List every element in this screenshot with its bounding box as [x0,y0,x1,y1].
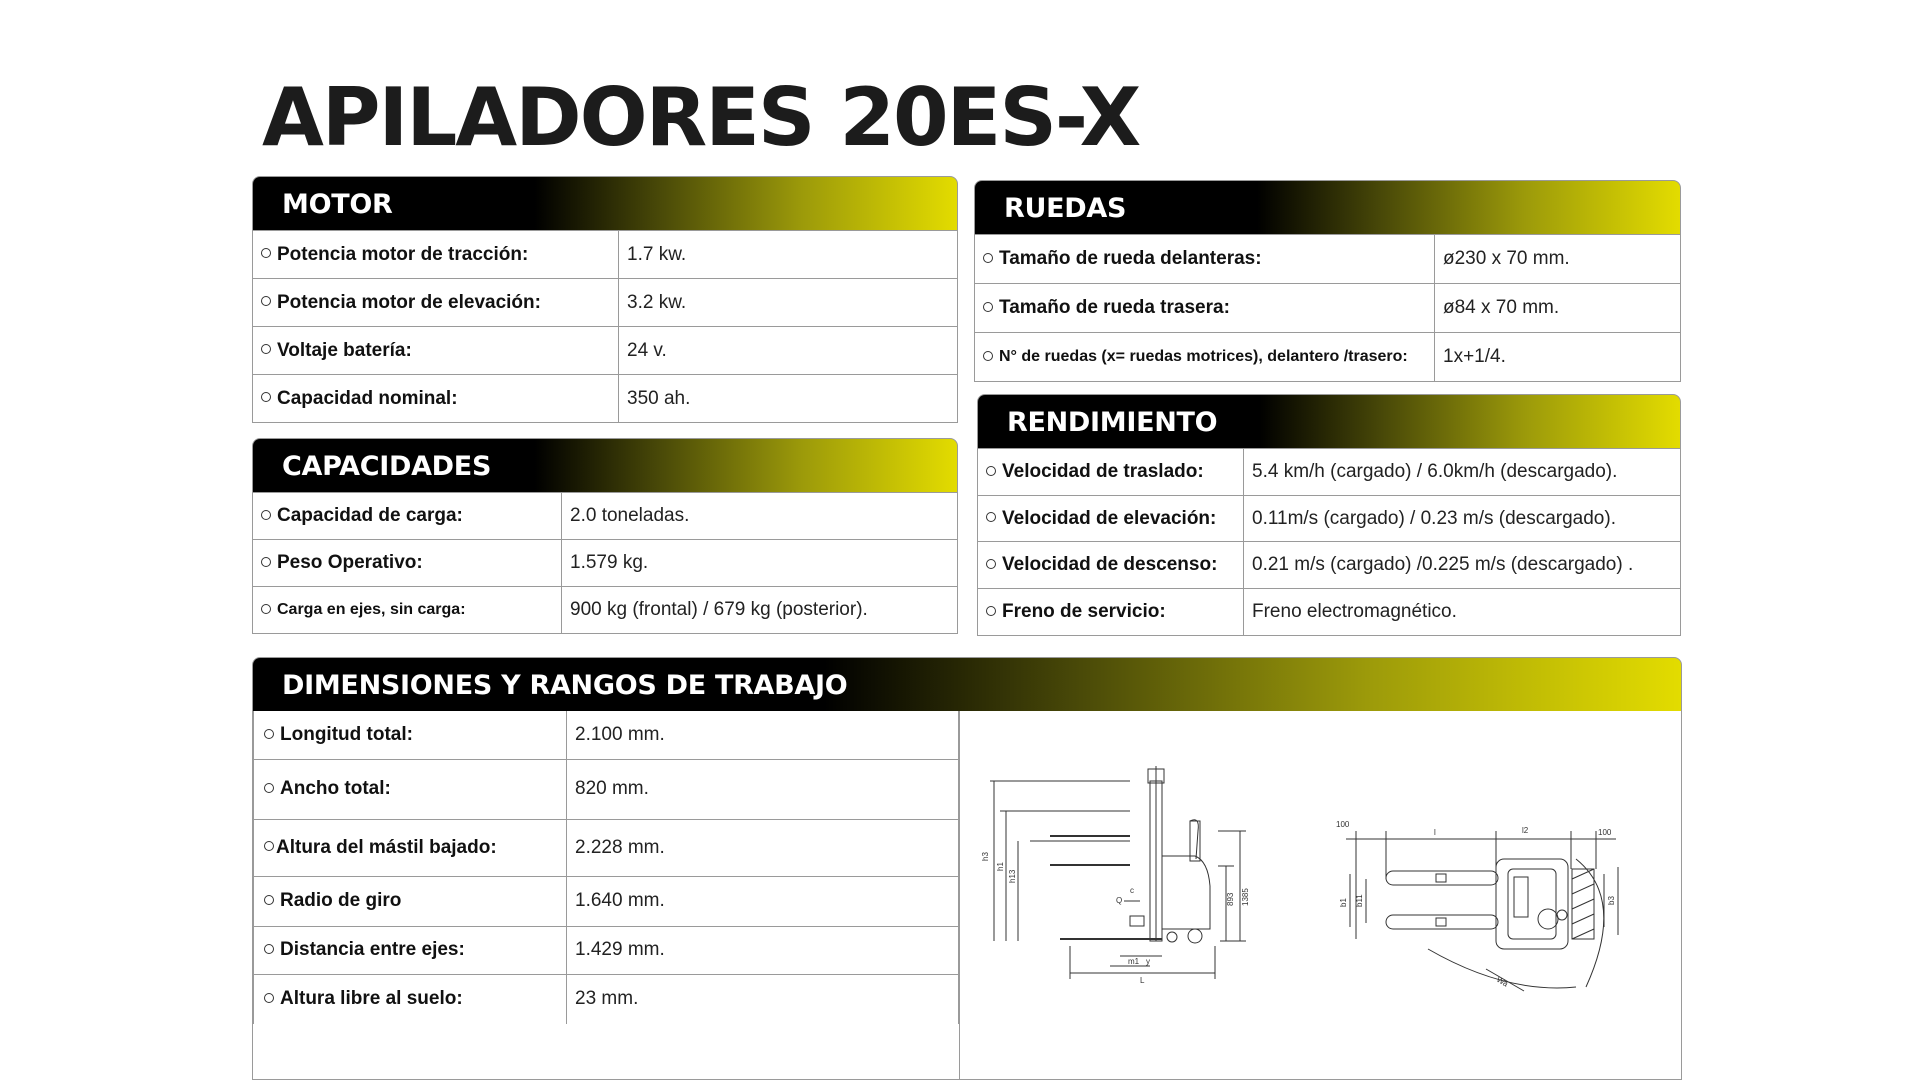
ruedas-table [974,234,1681,382]
spec-value: 2.100 mm. [567,711,959,759]
bullet-icon [261,604,271,614]
spec-label: Freno de servicio: [978,589,1244,636]
rendimiento-table [977,448,1681,636]
spec-label: Potencia motor de elevación: [253,279,619,327]
table-row [254,759,959,819]
spec-value: Freno electromagnético. [1244,589,1681,636]
bullet-icon [983,253,993,263]
spec-label: Potencia motor de tracción: [253,231,619,279]
ruedas-heading: RUEDAS [974,180,1681,234]
svg-text:h3: h3 [981,852,990,861]
bullet-icon [264,895,274,905]
bullet-icon [983,351,993,361]
bullet-icon [261,557,271,567]
spec-label: Velocidad de elevación: [978,496,1244,542]
table-row [253,587,958,634]
spec-label: N° de ruedas (x= ruedas motrices), delantero /trasero: [975,333,1435,382]
spec-value: 0.21 m/s (cargado) /0.225 m/s (descargado) . [1244,542,1681,589]
svg-text:Wa: Wa [1495,974,1510,989]
table-row [253,540,958,587]
dimensiones-table [253,711,959,1024]
table-row [253,231,958,279]
table-row [253,327,958,375]
spec-label: Peso Operativo: [253,540,562,587]
rendimiento-heading: RENDIMIENTO [977,394,1681,448]
bullet-icon [264,944,274,954]
table-row [253,493,958,540]
motor-heading: MOTOR [252,176,958,230]
svg-text:m1: m1 [1128,957,1140,966]
table-row [254,819,959,876]
spec-value: 1.579 kg. [562,540,958,587]
stacker-top-view-drawing [1336,819,1636,999]
spec-value: 1.7 kw. [619,231,958,279]
bullet-icon [261,248,271,258]
capacidades-heading: CAPACIDADES [252,438,958,492]
svg-text:l2: l2 [1522,826,1529,835]
spec-label: Distancia entre ejes: [254,926,567,974]
capacidades-table [252,492,958,634]
spec-value: 900 kg (frontal) / 679 kg (posterior). [562,587,958,634]
table-row [253,279,958,327]
spec-value: 1.429 mm. [567,926,959,974]
bullet-icon [264,993,274,1003]
dimensiones-section [252,657,1682,1080]
svg-text:Q: Q [1116,896,1123,905]
svg-text:y: y [1146,957,1150,966]
bullet-icon [261,510,271,520]
ruedas-section [974,180,1681,382]
bullet-icon [264,783,274,793]
spec-value: 820 mm. [567,759,959,819]
svg-text:c: c [1130,886,1134,895]
technical-drawing-area [959,711,1681,1079]
svg-text:100: 100 [1598,828,1612,837]
spec-label: Carga en ejes, sin carga: [253,587,562,634]
svg-text:h13: h13 [1008,869,1017,883]
motor-table [252,230,958,423]
bullet-icon [983,302,993,312]
spec-label: Radio de giro [254,876,567,926]
table-row [978,449,1681,496]
table-row [978,496,1681,542]
table-row [254,926,959,974]
spec-label: Capacidad nominal: [253,375,619,423]
spec-value: 350 ah. [619,375,958,423]
spec-value: ø230 x 70 mm. [1435,235,1681,284]
spec-label: Capacidad de carga: [253,493,562,540]
bullet-icon [261,392,271,402]
svg-text:100: 100 [1336,820,1350,829]
dimensiones-body [252,711,1682,1080]
bullet-icon [986,512,996,522]
spec-label: Velocidad de traslado: [978,449,1244,496]
spec-label: Tamaño de rueda trasera: [975,284,1435,333]
spec-value: 5.4 km/h (cargado) / 6.0km/h (descargado). [1244,449,1681,496]
spec-value: 0.11m/s (cargado) / 0.23 m/s (descargado). [1244,496,1681,542]
bullet-icon [261,296,271,306]
capacidades-section [252,438,958,634]
spec-label: Velocidad de descenso: [978,542,1244,589]
table-row [975,235,1681,284]
spec-label: Ancho total: [254,759,567,819]
table-row [978,589,1681,636]
bullet-icon [986,559,996,569]
spec-value: 23 mm. [567,974,959,1024]
spec-value: 24 v. [619,327,958,375]
spec-value: 1.640 mm. [567,876,959,926]
svg-text:b11: b11 [1355,894,1364,907]
svg-text:L: L [1140,976,1145,985]
svg-text:893: 893 [1226,892,1235,906]
table-row [975,284,1681,333]
table-row [253,375,958,423]
table-row [975,333,1681,382]
svg-text:h1: h1 [996,862,1005,871]
spec-value: 3.2 kw. [619,279,958,327]
table-row [978,542,1681,589]
spec-label: Tamaño de rueda delanteras: [975,235,1435,284]
page-title: APILADORES 20ES-X [262,71,1140,164]
spec-label: Longitud total: [254,711,567,759]
stacker-side-view-drawing [981,761,1260,1001]
table-row [254,974,959,1024]
dimensiones-table-wrap [253,711,959,1024]
motor-section [252,176,958,423]
svg-text:l: l [1434,828,1436,837]
svg-text:b1: b1 [1339,898,1348,907]
spec-label: Altura del mástil bajado: [254,819,567,876]
spec-value: 2.228 mm. [567,819,959,876]
spec-label: Altura libre al suelo: [254,974,567,1024]
table-row [254,711,959,759]
bullet-icon [986,466,996,476]
table-row [254,876,959,926]
bullet-icon [986,606,996,616]
svg-text:1385: 1385 [1241,888,1250,906]
bullet-icon [264,841,274,851]
spec-value: ø84 x 70 mm. [1435,284,1681,333]
spec-label: Voltaje batería: [253,327,619,375]
bullet-icon [261,344,271,354]
spec-value: 2.0 toneladas. [562,493,958,540]
bullet-icon [264,729,274,739]
spec-value: 1x+1/4. [1435,333,1681,382]
dimensiones-heading: DIMENSIONES Y RANGOS DE TRABAJO [252,657,1682,711]
rendimiento-section [977,394,1681,636]
svg-text:b3: b3 [1607,896,1616,905]
